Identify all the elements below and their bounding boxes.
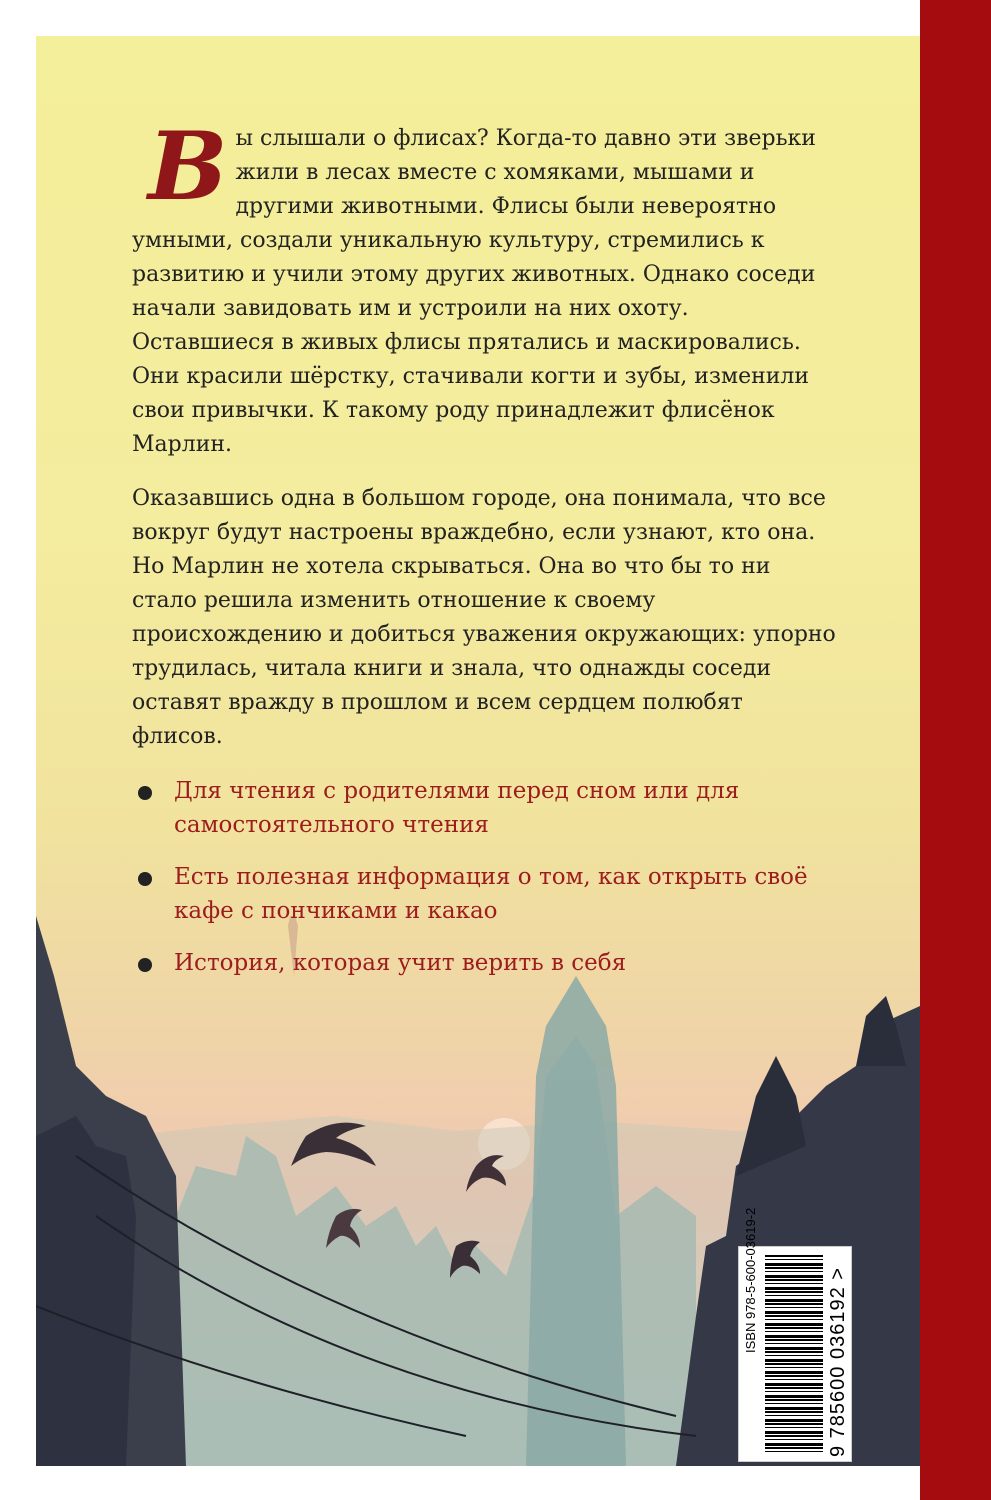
feature-list — [132, 774, 838, 998]
list-item-text: История, которая учит верить в себя — [174, 950, 627, 976]
barcode-digits: 9 785600 036192 > — [827, 1267, 849, 1457]
back-cover — [36, 36, 920, 1466]
red-spine — [920, 0, 991, 1500]
list-item-text: Есть полезная информация о том, как открыть своё кафе с пончиками и какао — [174, 864, 808, 924]
list-item — [132, 774, 838, 842]
description-text — [132, 112, 838, 774]
bullet-icon — [138, 786, 152, 800]
second-paragraph: Оказавшись одна в большом городе, она понимала, что все вокруг будут настроены враждебно, если узнают, кто она. Но Марлин не хотела скрываться. Она во что бы то ни стало решила изменить отношение к своему происхождению и добиться уважения окружающих: упорно трудилась, читала книги и знала, что однажды соседи оставят вражду в прошлом и всем сердцем полюбят флисов. — [132, 486, 836, 749]
barcode-bars — [765, 1255, 823, 1453]
bullet-icon — [138, 872, 152, 886]
list-item-text: Для чтения с родителями перед сном или для самостоятельного чтения — [174, 778, 740, 838]
drop-cap: В — [148, 112, 228, 222]
isbn-barcode — [738, 1207, 852, 1462]
list-item — [132, 946, 838, 980]
intro-paragraph-text: ы слышали о флисах? Когда-то давно эти зверьки жили в лесах вместе с хомяками, мышами и другими животными. Флисы были невероятно умными, создали уникальную культуру, стремились к развитию и учили этому других животных. Однако соседи начали завидовать им и устроили на них охоту. Оставшиеся в живых флисы прятались и маскировались. Они красили шёрстку, стачивали когти и зубы, изменили свои привычки. К такому роду принадлежит флисёнок Марлин. — [132, 126, 816, 457]
list-item — [132, 860, 838, 928]
intro-paragraph — [132, 112, 838, 462]
bullet-icon — [138, 958, 152, 972]
isbn-label: ISBN 978-5-600-03619-2 — [743, 1207, 758, 1353]
